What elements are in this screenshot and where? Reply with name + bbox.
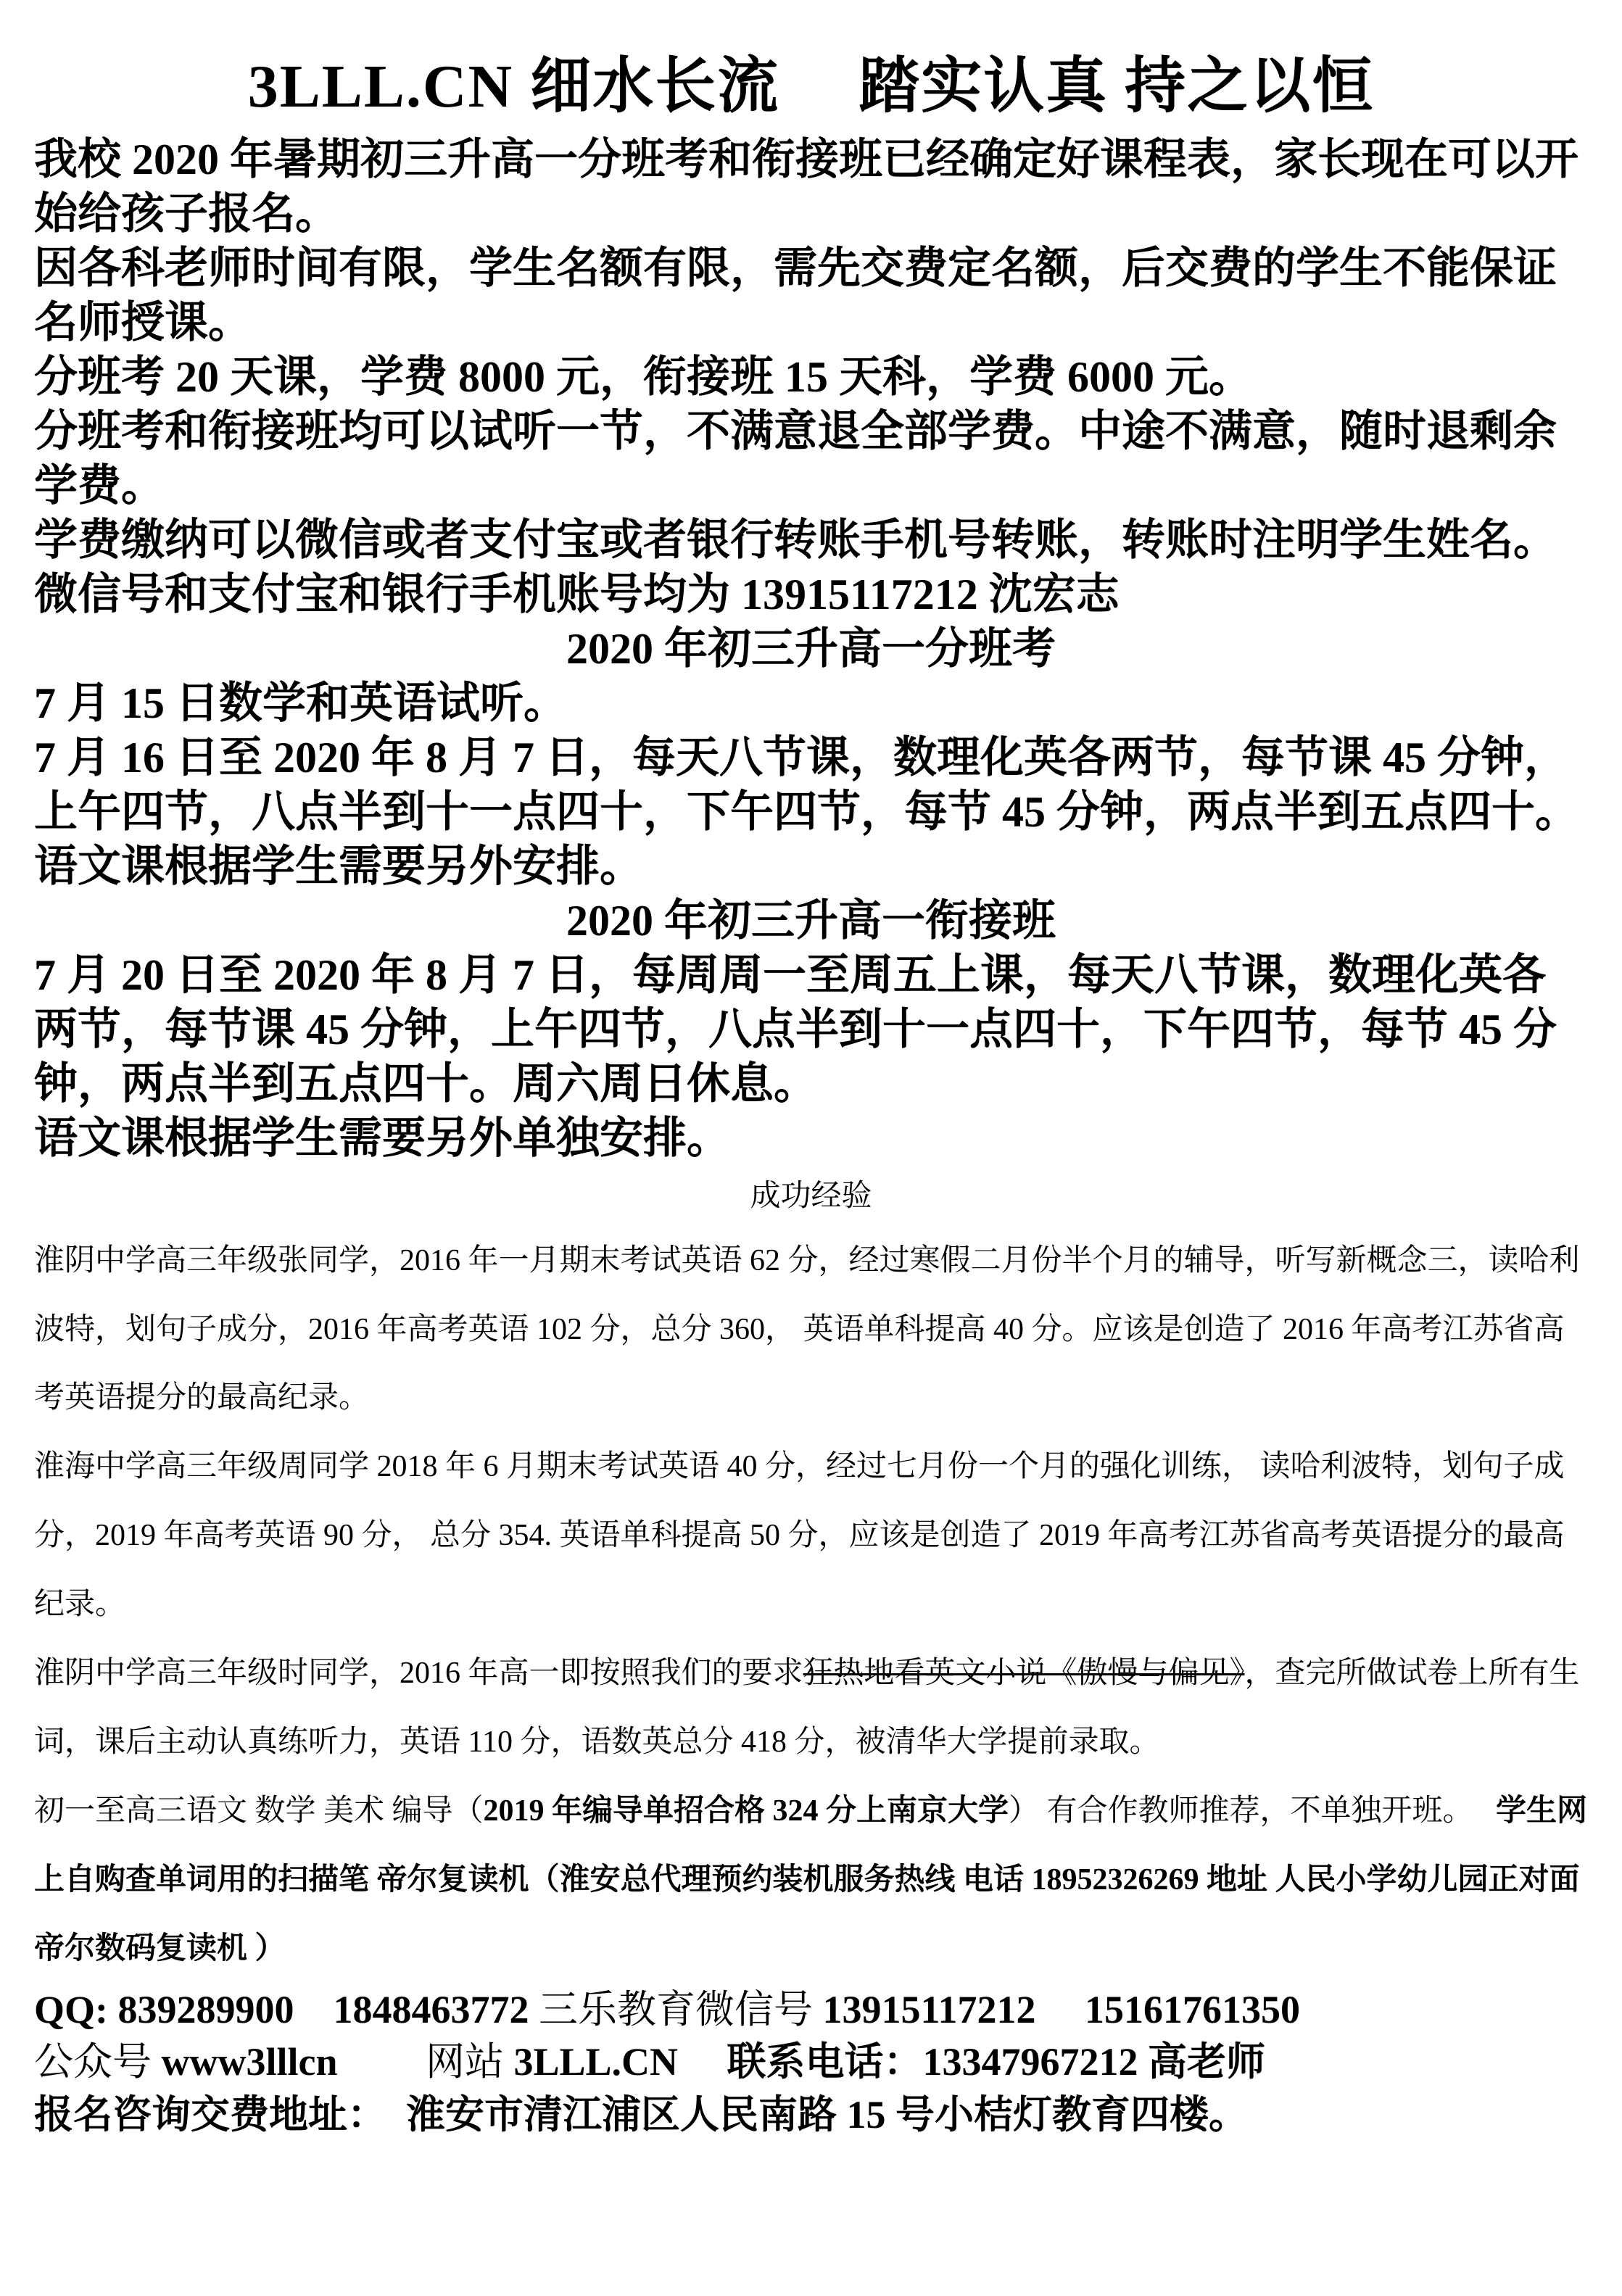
payment-paragraph (34, 513, 1588, 622)
text-run: 淮海中学高三年级周同学 2018 年 6 月期末考试英语 40 分，经过七月份一个月的强化训练， 读哈利波特，划句子成分，2019 年高考英语 90 分， 总分 354. 英语单科提高 50 分，应该是创造了 2019 年高考江苏省高考英语提分的最高纪录。 (34, 1450, 1565, 1622)
text-run: ） 有合作教师推荐，不单独开班。 (1009, 1794, 1497, 1828)
bridging-schedule-paragraph (34, 948, 1588, 1111)
text-run: 7 月 16 日至 2020 年 8 月 7 日，每天八节课，数理化英各两节，每节课 45 分钟，上午四节，八点半到十一点四十，下午四节，每节 45 分钟，两点半到五点四十。 (34, 733, 1578, 836)
text-run: 语文课根据学生需要另外单独安排。 (34, 1114, 730, 1162)
testimonial-zhou (34, 1433, 1588, 1639)
chinese-class-note-2 (34, 1111, 1588, 1166)
text-run: 狂热地看英文小说《傲慢与偏见》 (803, 1657, 1245, 1691)
text-run: 初一至高三语文 数学 美术 编导（ (34, 1794, 484, 1828)
text-run: 分班考和衔接班均可以试听一节，不满意退全部学费。中途不满意，随时退剩余学费。 (34, 407, 1557, 510)
text-run: 淮阴中学高三年级时同学，2016 年高一即按照我们的要求 (34, 1657, 803, 1691)
courses-and-devices-paragraph (34, 1777, 1588, 1984)
testimonial-zhang (34, 1227, 1588, 1433)
text-run: 公众号 (34, 2040, 162, 2084)
text-run: 网站 (337, 2040, 514, 2084)
text-run: 三乐教育微信号 (539, 1987, 823, 2031)
text-run: 3LLL.CN 联系电话：13347967212 高老师 (513, 2040, 1266, 2084)
text-run: 学生网上自购查单词用的扫描笔 帝尔复读机（淮安总代理预约装机服务热线 电话 18952326269 地址 人民小学幼儿园正对面帝尔数码复读机 ） (34, 1794, 1588, 1965)
text-run: 学费缴纳可以微信或者支付宝或者银行转账手机号转账，转账时注明学生姓名。微信号和支付宝和银行手机账号均为 13915117212 沈宏志 (34, 515, 1557, 618)
document-body (34, 133, 1588, 2142)
trial-date-paragraph (34, 676, 1588, 731)
text-run: 分班考 20 天课，学费 8000 元，衔接班 15 天科，学费 6000 元。 (34, 352, 1252, 401)
text-run: 我校 2020 年暑期初三升高一分班考和衔接班已经确定好课程表，家长现在可以开始给孩子报名。 (34, 135, 1578, 238)
text-run: QQ: 839289900 1848463772 (34, 1987, 539, 2031)
text-run: 13915117212 15161761350 (822, 1987, 1301, 2031)
tuition-paragraph (34, 350, 1588, 405)
text-run: 淮阴中学高三年级张同学，2016 年一月期末考试英语 62 分，经过寒假二月份半个月的辅导，听写新概念三，读哈利波特，划句子成分，2016 年高考英语 102 分，总分 360， 英语单科提高 40 分。应该是创造了 2016 年高考江苏省高考英语提分的最高纪录。 (34, 1243, 1580, 1415)
document-title: 3LLL.CN 细水长流 踏实认真 持之以恒 (247, 53, 1375, 120)
text-run: www3lllcn (161, 2040, 338, 2084)
quota-paragraph (34, 241, 1588, 350)
bridging-class-heading (34, 894, 1588, 948)
chinese-class-note (34, 840, 1588, 894)
placement-schedule-paragraph (34, 731, 1588, 840)
text-run: 报名咨询交费地址： 淮安市清江浦区人民南路 15 号小桔灯教育四楼。 (34, 2093, 1248, 2137)
text-run: 7 月 15 日数学和英语试听。 (34, 679, 567, 727)
text-run: 语文课根据学生需要另外安排。 (34, 842, 643, 890)
placement-exam-heading (34, 622, 1588, 676)
text-run: 2020 年初三升高一分班考 (566, 624, 1056, 673)
text-run: ，查完所做试卷上所有生词，课后主动认真练听力，英语 110 分，语数英总分 418 分，被清华大学提前录取。 (34, 1657, 1580, 1759)
website-phone-line (34, 2036, 1588, 2089)
text-run: 2020 年初三升高一衔接班 (566, 896, 1056, 945)
qq-wechat-line (34, 1984, 1588, 2036)
text-run: 7 月 20 日至 2020 年 8 月 7 日，每周周一至周五上课，每天八节课，数理化英各两节，每节课 45 分钟，上午四节，八点半到十一点四十，下午四节，每节 45 分钟，两点半到五点四十。周六周日休息。 (34, 950, 1557, 1108)
text-run: 因各科老师时间有限，学生名额有限，需先交费定名额，后交费的学生不能保证名师授课。 (34, 244, 1557, 347)
address-line (34, 2089, 1588, 2142)
text-run: 成功经验 (750, 1179, 872, 1213)
refund-paragraph (34, 405, 1588, 513)
success-stories-heading (34, 1166, 1588, 1227)
intro-paragraph (34, 133, 1588, 241)
text-run: 2019 年编导单招合格 324 分上南京大学 (483, 1794, 1009, 1828)
testimonial-shi (34, 1639, 1588, 1777)
